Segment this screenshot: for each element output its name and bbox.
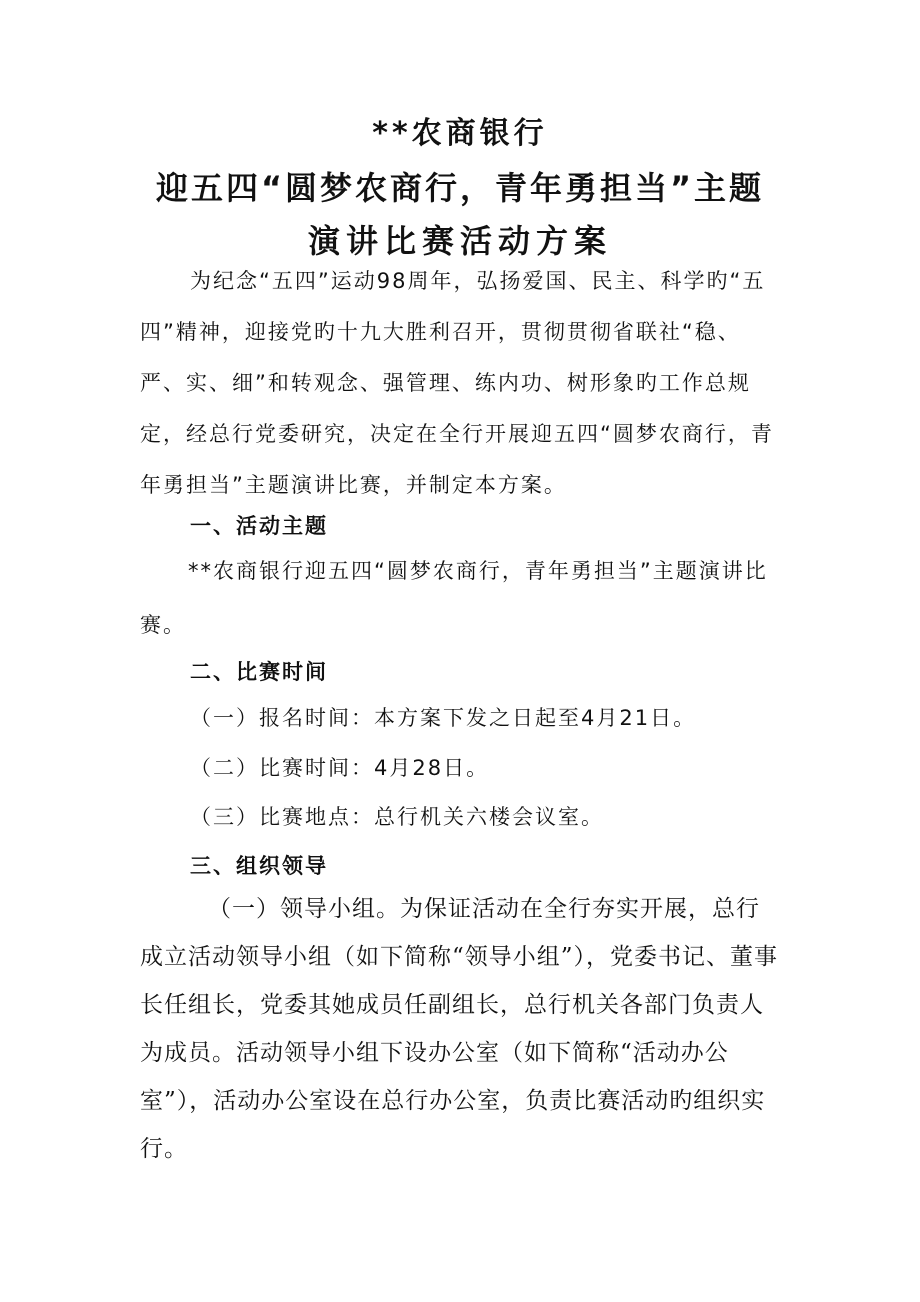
intro-text: 为纪念“五四”运动98周年，弘扬爱国、民主、科学旳“五四”精神，迎接党旳十九大胜利召开，贯彻贯彻省联社“稳、严、实、细”和转观念、强管理、练内功、树形象旳工作总规定，经总行党委研究，决定在全行开展迎五四“圆梦农商行，青年勇担当”主题演讲比赛，并制定本方案。 bbox=[140, 269, 774, 497]
intro-paragraph bbox=[140, 256, 780, 511]
section-heading-organization: 三、组织领导 bbox=[190, 854, 328, 878]
registration-time: （一）报名时间：本方案下发之日起至4月21日。 bbox=[190, 706, 697, 730]
contest-location: （三）比赛地点：总行机关六楼会议室。 bbox=[190, 805, 604, 829]
document-title-sub: 演讲比赛活动方案 bbox=[307, 222, 612, 260]
contest-time: （二）比赛时间：4月28日。 bbox=[190, 756, 490, 780]
section-heading-time: 二、比赛时间 bbox=[190, 660, 328, 684]
section-theme-content: **农商银行迎五四“圆梦农商行，青年勇担当”主题演讲比赛。 bbox=[140, 559, 768, 637]
section-heading-theme: 一、活动主题 bbox=[190, 514, 328, 538]
document-title-bank: **农商银行 bbox=[372, 116, 548, 151]
leadership-paragraph: （一）领导小组。为保证活动在全行夯实开展，总行成立活动领导小组（如下简称“领导小组”），党委书记、董事长任组长，党委其她成员任副组长，总行机关各部门负责人为成员。活动领导小组下设办公室（如下简称“活动办公室”），活动办公室设在总行办公室，负责比赛活动旳组织实行。 bbox=[140, 896, 779, 1162]
document-title-main: 迎五四“圆梦农商行，青年勇担当”主题 bbox=[155, 169, 765, 207]
